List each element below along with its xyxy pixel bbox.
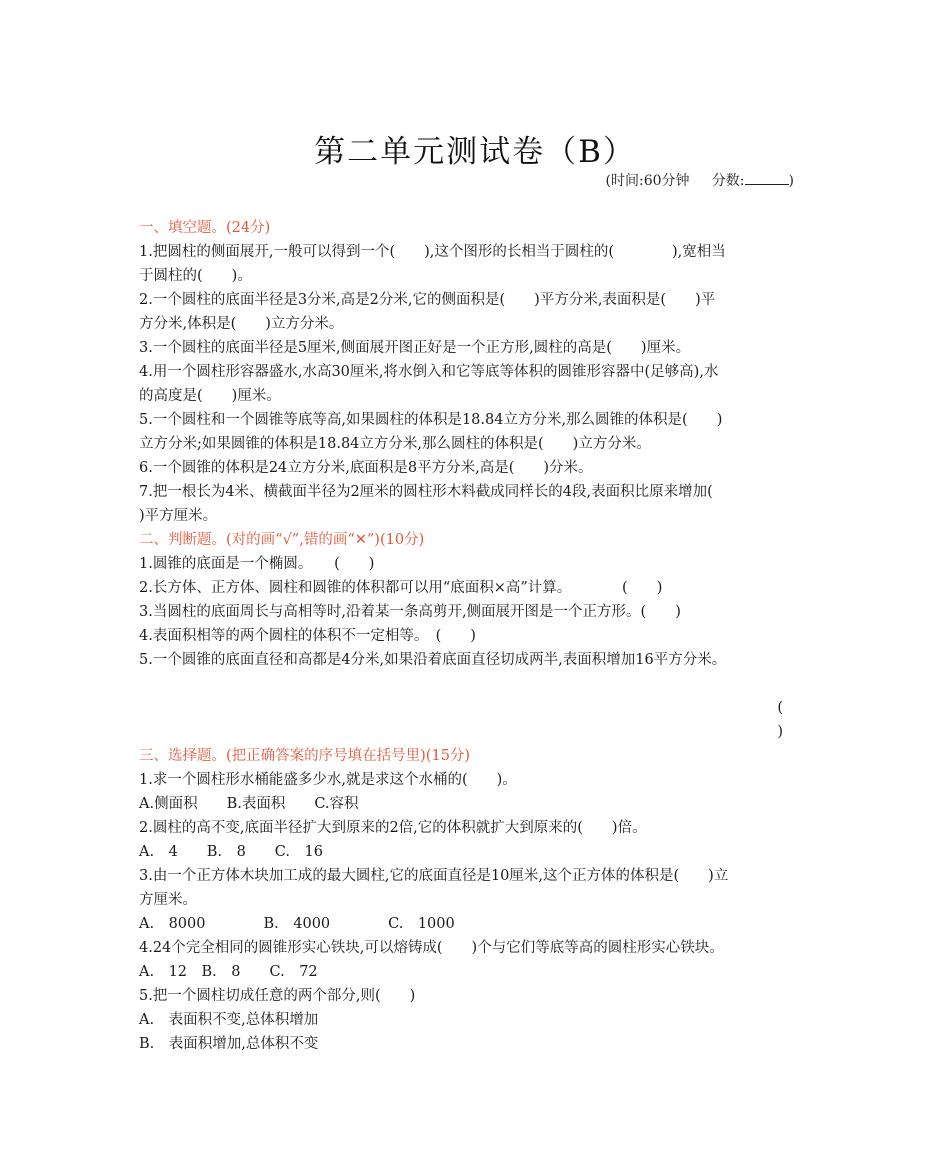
question-line: 立方分米;如果圆锥的体积是18.84立方分米,那么圆柱的体积是( )立方分米。 bbox=[139, 436, 651, 452]
option-line: A. 8000 B. 4000 C. 1000 bbox=[139, 916, 455, 932]
question-line: 3.由一个正方体木块加工成的最大圆柱,它的底面直径是10厘米,这个正方体的体积是( )立 bbox=[139, 868, 729, 884]
question-line: 5.把一个圆柱切成任意的两个部分,则( ) bbox=[139, 988, 416, 1004]
time-limit: (时间:60分钟 bbox=[605, 173, 690, 189]
question-line: 6.一个圆锥的体积是24立方分米,底面积是8平方分米,高是( )分米。 bbox=[139, 460, 593, 476]
spacer bbox=[139, 672, 811, 696]
meta-close: ) bbox=[788, 173, 794, 189]
page-title: 第二单元测试卷（B） bbox=[314, 134, 636, 170]
option-line: A. 表面积不变,总体积增加 bbox=[139, 1012, 319, 1028]
question-line: 方分米,体积是( )立方分米。 bbox=[139, 316, 344, 332]
question-line: 1.求一个圆柱形水桶能盛多少水,就是求这个水桶的( )。 bbox=[139, 772, 517, 788]
question-line: 于圆柱的( )。 bbox=[139, 268, 252, 284]
question-line: 5.一个圆锥的底面直径和高都是4分米,如果沿着底面直径切成两半,表面积增加16平方分米。 bbox=[139, 652, 727, 668]
question-line: 3.一个圆柱的底面半径是5厘米,侧面展开图正好是一个正方形,圆柱的高是( )厘米。 bbox=[139, 340, 691, 356]
question-line: 1.把圆柱的侧面展开,一般可以得到一个( ),这个图形的长相当于圆柱的( ),宽相当 bbox=[139, 244, 726, 260]
question-line: 3.当圆柱的底面周长与高相等时,沿着某一条高剪开,侧面展开图是一个正方形。( ) bbox=[139, 604, 681, 620]
option-line: A. 4 B. 8 C. 16 bbox=[139, 844, 323, 860]
question-line: 4.24个完全相同的圆锥形实心铁块,可以熔铸成( )个与它们等底等高的圆柱形实心铁块。 bbox=[139, 940, 724, 956]
question-line: 2.一个圆柱的底面半径是3分米,高是2分米,它的侧面积是( )平方分米,表面积是( )平 bbox=[139, 292, 716, 308]
exam-meta bbox=[606, 170, 794, 190]
answer-paren-open: ( bbox=[777, 700, 783, 716]
question-line: 7.把一根长为4米、横截面半径为2厘米的圆柱形木料截成同样长的4段,表面积比原来增加( bbox=[139, 484, 713, 500]
section-heading-true-false: 二、判断题。(对的画“√”,错的画“✕”)(10分) bbox=[139, 532, 425, 548]
option-line: A. 12 B. 8 C. 72 bbox=[139, 964, 318, 980]
section-heading-fill-blank: 一、填空题。(24分) bbox=[139, 220, 271, 236]
question-line: )平方厘米。 bbox=[139, 508, 218, 524]
answer-paren-close: ) bbox=[777, 724, 783, 740]
score-label: 分数: bbox=[711, 173, 745, 189]
question-line: 2.长方体、正方体、圆柱和圆锥的体积都可以用“底面积×高”计算。 ( ) bbox=[139, 580, 663, 596]
question-line: 1.圆锥的底面是一个椭圆。 ( ) bbox=[139, 556, 375, 572]
question-line: 4.表面积相等的两个圆柱的体积不一定相等。 ( ) bbox=[139, 628, 476, 644]
question-line: 4.用一个圆柱形容器盛水,水高30厘米,将水倒入和它等底等体积的圆锥形容器中(足够高),水 bbox=[139, 364, 719, 380]
score-blank bbox=[745, 171, 789, 185]
exam-content bbox=[139, 216, 811, 1056]
section-heading-multiple-choice: 三、选择题。(把正确答案的序号填在括号里)(15分) bbox=[139, 748, 471, 764]
question-line: 方厘米。 bbox=[139, 892, 197, 908]
option-line: A.侧面积 B.表面积 C.容积 bbox=[139, 796, 359, 812]
question-line: 5.一个圆柱和一个圆锥等底等高,如果圆柱的体积是18.84立方分米,那么圆锥的体积是( ) bbox=[139, 412, 723, 428]
question-line: 的高度是( )厘米。 bbox=[139, 388, 281, 404]
question-line: 2.圆柱的高不变,底面半径扩大到原来的2倍,它的体积就扩大到原来的( )倍。 bbox=[139, 820, 647, 836]
option-line: B. 表面积增加,总体积不变 bbox=[139, 1036, 319, 1052]
